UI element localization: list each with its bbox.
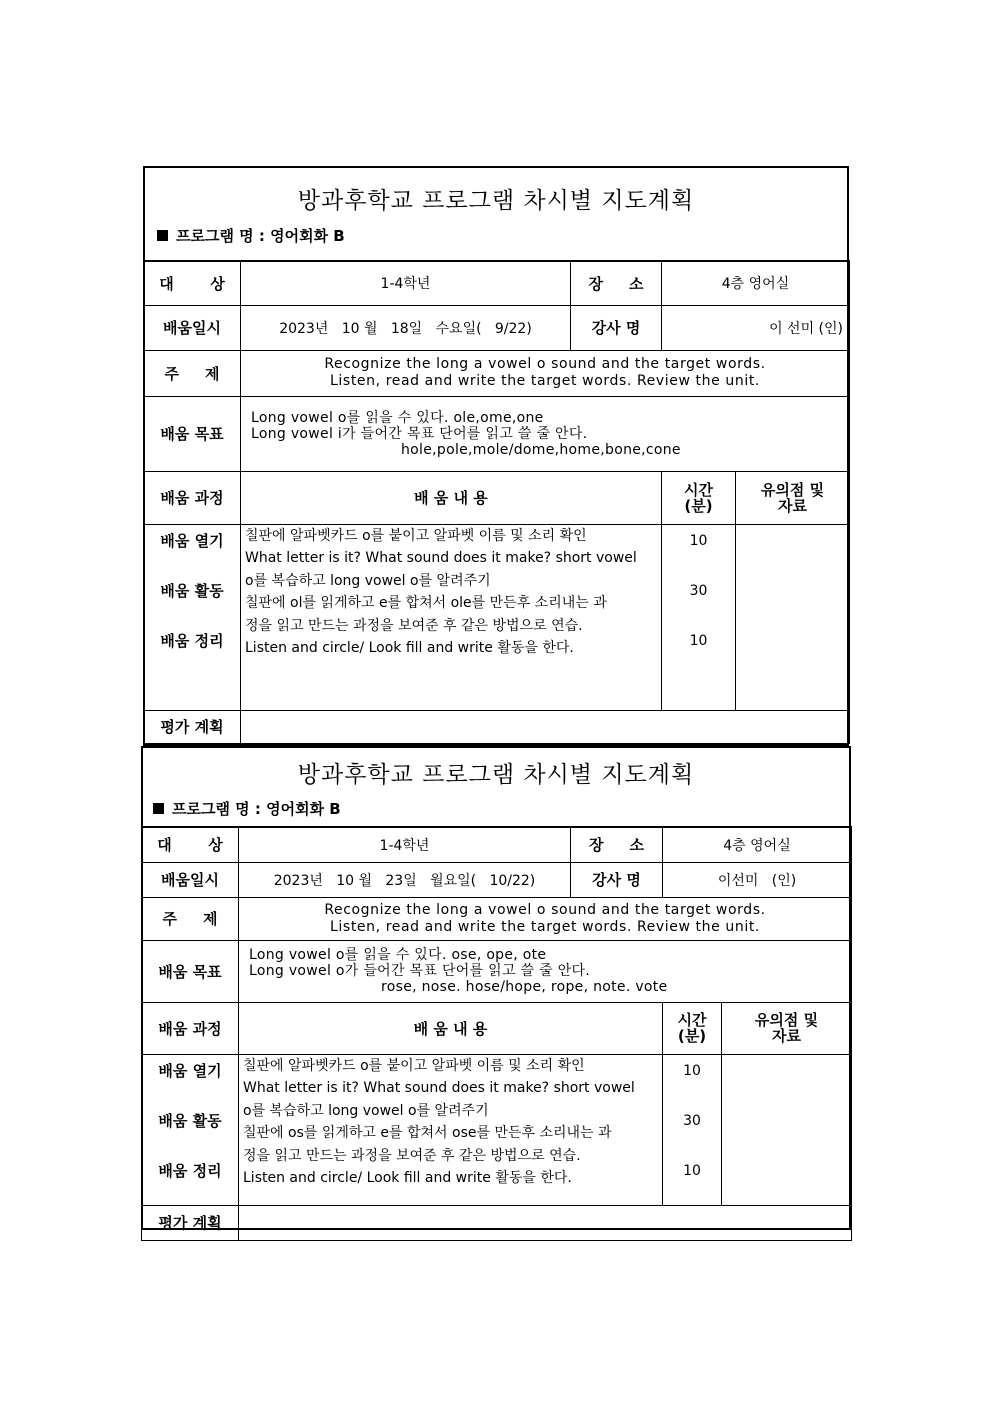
topic-text: Recognize the long a vowel o sound and the target words. Listen, read and write the target words. Review the unit. — [241, 350, 850, 396]
stage-list — [142, 1054, 239, 1205]
program-name: 프로그램 명 : 영어회화 B — [157, 225, 345, 246]
teacher-value: 이선미 (인) — [663, 862, 852, 897]
minutes-open: 10 — [689, 532, 708, 549]
date-value: 2023년 10 월 18일 수요일( 9/22) — [241, 305, 571, 350]
lesson-plan-2 — [141, 746, 851, 1230]
process-label: 배움 과정 — [144, 471, 241, 524]
minutes-list — [662, 524, 736, 710]
lesson-content: 칠판에 알파벳카드 o를 붙이고 알파벳 이름 및 소리 확인 What letter is it? What sound does it make? short vowel o를 복습하고 long vowel o를 알려주기 칠판에 os를 읽게하고 e를 합쳐서 ose를 만든후 소리내는 과 정을 읽고 만드는 과정을 보여준 후 같은 방법으로 연습. Listen and circle/ Look fill and write 활동을 한다. — [239, 1054, 663, 1205]
stage-activity: 배움 활동 — [158, 1111, 222, 1130]
stage-activity: 배움 활동 — [160, 581, 224, 600]
date-label: 배움일시 — [144, 305, 241, 350]
stage-list — [144, 524, 241, 710]
place-value: 4층 영어실 — [662, 261, 850, 305]
minutes-activity: 30 — [683, 1112, 701, 1129]
lesson-content: 칠판에 알파벳카드 o를 붙이고 알파벳 이름 및 소리 확인 What letter is it? What sound does it make? short vowel o를 복습하고 long vowel o를 알려주기 칠판에 ol를 읽게하고 e를 합쳐서 ole를 만든후 소리내는 과 정을 읽고 만드는 과정을 보여준 후 같은 방법으로 연습. Listen and circle/ Look fill and write 활동을 한다. — [241, 524, 662, 710]
topic-text: Recognize the long a vowel o sound and the target words. Listen, read and write the target words. Review the unit. — [239, 897, 852, 940]
minutes-activity: 30 — [689, 582, 708, 599]
target-value: 1-4학년 — [239, 827, 571, 862]
stage-open: 배움 열기 — [158, 1061, 222, 1080]
process-label: 배움 과정 — [142, 1002, 239, 1054]
teacher-label: 강사 명 — [571, 862, 663, 897]
time-label: 시간 (분) — [662, 471, 736, 524]
eval-value — [241, 710, 850, 743]
notes-cell — [722, 1054, 852, 1205]
minutes-list — [663, 1054, 722, 1205]
notes-label: 유의점 및 자료 — [722, 1002, 852, 1054]
plan-table — [143, 260, 850, 744]
teacher-value: 이 선미 (인) — [662, 305, 850, 350]
square-bullet-icon — [157, 230, 168, 241]
target-label: 대 상 — [142, 827, 239, 862]
place-label: 장 소 — [571, 827, 663, 862]
square-bullet-icon — [153, 803, 164, 814]
minutes-wrap: 10 — [689, 632, 708, 649]
target-value: 1-4학년 — [241, 261, 571, 305]
eval-label: 평가 계획 — [144, 710, 241, 743]
plan-title: 방과후학교 프로그램 차시별 지도계획 — [297, 188, 695, 214]
date-label: 배움일시 — [142, 862, 239, 897]
plan-title: 방과후학교 프로그램 차시별 지도계획 — [297, 762, 695, 788]
eval-label: 평가 계획 — [142, 1205, 239, 1240]
topic-label: 주 제 — [144, 350, 241, 396]
stage-open: 배움 열기 — [160, 531, 224, 550]
topic-label: 주 제 — [142, 897, 239, 940]
target-label: 대 상 — [144, 261, 241, 305]
time-label: 시간 (분) — [663, 1002, 722, 1054]
minutes-wrap: 10 — [683, 1162, 701, 1179]
minutes-open: 10 — [683, 1062, 701, 1079]
goal-label: 배움 목표 — [142, 940, 239, 1002]
date-value: 2023년 10 월 23일 월요일( 10/22) — [239, 862, 571, 897]
notes-label: 유의점 및 자료 — [736, 471, 850, 524]
goal-label: 배움 목표 — [144, 396, 241, 471]
teacher-label: 강사 명 — [571, 305, 662, 350]
plan-table — [141, 826, 852, 1241]
notes-cell — [736, 524, 850, 710]
goal-text: Long vowel o를 읽을 수 있다. ole,ome,one Long vowel i가 들어간 목표 단어를 읽고 쓸 줄 안다. hole,pole,mole/dome,home,bone,cone — [241, 396, 850, 471]
place-label: 장 소 — [571, 261, 662, 305]
stage-wrap: 배움 정리 — [160, 631, 224, 650]
lesson-plan-1 — [143, 166, 849, 746]
goal-text: Long vowel o를 읽을 수 있다. ose, ope, ote Long vowel o가 들어간 목표 단어를 읽고 쓸 줄 안다. rose, nose. hose/hope, rope, note. vote — [239, 940, 852, 1002]
content-label: 배 움 내 용 — [241, 471, 662, 524]
eval-value — [239, 1205, 852, 1240]
place-value: 4층 영어실 — [663, 827, 852, 862]
stage-wrap: 배움 정리 — [158, 1161, 222, 1180]
content-label: 배 움 내 용 — [239, 1002, 663, 1054]
program-name: 프로그램 명 : 영어회화 B — [153, 798, 341, 819]
